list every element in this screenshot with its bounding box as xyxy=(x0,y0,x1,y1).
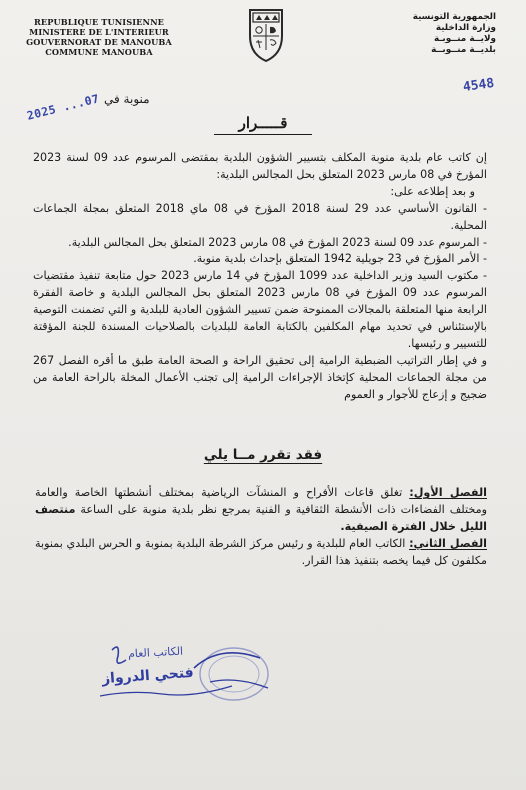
article-2-text: الكاتب العام للبلدية و رئيس مركز الشرطة البلدية بمنوبة و الحرس البلدي بمنوبة مكلفون كل فيما يخصه بتنفيذ هذا القرار. xyxy=(35,537,487,567)
signature-name: فتحي الدرواز xyxy=(101,664,195,688)
official-seal-icon xyxy=(190,638,276,708)
header-right-line: الجمهورية التونسية xyxy=(412,12,496,22)
decision-heading: فقد تقرر مــا يلي xyxy=(203,447,323,463)
article-1-bold-text: منتصف الليل خلال الفترة الصيفية. xyxy=(35,503,487,533)
preamble-paragraph: - القانون الأساسي عدد 29 لسنة 2018 المؤرخ في 08 ماي 2018 المتعلق بمجلة الجماعات المحلية. xyxy=(33,201,488,232)
signature-title: الكاتب العام xyxy=(127,644,184,661)
header-left-line: REPUBLIQUE TUNISIENNE xyxy=(33,17,165,27)
header-left-line: GOUVERNORAT DE MANOUBA xyxy=(26,37,172,47)
title-underline xyxy=(214,134,312,135)
preamble-paragraph: و بعد إطلاعه على: xyxy=(390,184,475,198)
preamble-paragraph: إن كاتب عام بلدية منوبة المكلف بتسيير الشؤون البلدية بمقتضى المرسوم عدد 09 لسنة 2023 المؤرخ في 08 مارس 2023 المتعلق بحل المجالس البلدية: xyxy=(33,151,488,181)
date-line xyxy=(25,88,206,123)
article-1 xyxy=(35,484,487,535)
reference-number-stamp: 4548 xyxy=(461,75,495,96)
document-title: قـــــرار xyxy=(238,114,288,132)
preamble-paragraph: - الأمر المؤرخ في 23 جويلية 1942 المتعلق بإحداث بلدية منوبة. xyxy=(193,252,487,266)
header-left-line: MINISTERE DE L'INTERIEUR xyxy=(29,27,169,37)
header-left-line: COMMUNE MANOUBA xyxy=(45,47,153,57)
article-1-text: تغلق قاعات الأفراح و المنشآت الرياضية بمختلف أنشطتها الخاصة والعامة ومختلف الفضاءات ذات الأنشطة الثقافية و الفنية بمرجع نظر بلدية منوبة على الساعة xyxy=(35,486,487,516)
header-right-line: ولايــة منــوبـة xyxy=(434,34,496,44)
header-right-line: بلديــة منــوبــة xyxy=(431,45,496,55)
preamble-paragraph: و في إطار التراتيب الضبطية الرامية إلى تحقيق الراحة و الصحة العامة طبق ما أقره الفصل 267 من مجلة الجماعات المحلية كإتخاذ الإجراءات الرامية إلى تجنب الأعمال المخلة بالراحة العامة من ضجيج و إزعاج للأجوار و العموم xyxy=(33,353,487,401)
article-2-heading: الفصل الثاني: xyxy=(409,537,487,550)
article-2 xyxy=(35,535,487,569)
header-right-line: وزارة الداخلية xyxy=(435,23,496,33)
article-1-heading: الفصل الأول: xyxy=(409,486,487,499)
preamble xyxy=(33,150,487,404)
header-right-block xyxy=(366,12,496,56)
header-left-block xyxy=(24,17,174,57)
tunisia-emblem-icon xyxy=(244,6,288,64)
articles xyxy=(35,484,487,569)
date-stamp: 2025 ...07 xyxy=(25,91,101,123)
preamble-paragraph: - مكتوب السيد وزير الداخلية عدد 1099 المؤرخ في 14 مارس 2023 حول متابعة تنفيذ مقتضيات المرسوم عدد 09 المؤرخ في 08 مارس 2023 المتعلق بحل المجالس البلدية و خاصة الفقرة الرابعة منها المتعلقة بالمجالات الممنوحة ضمن تسيير الشؤون العادية للبلدية و التي تضمنت التوصية بالإستئناس في تحديد مهام المكلفين بالكتابة العامة للبلديات بالصلاحيات المسندة للجنة المؤقتة للتسيير و رئيسها. xyxy=(33,269,487,350)
date-label: منوبة في xyxy=(104,92,150,106)
preamble-paragraph: - المرسوم عدد 09 لسنة 2023 المؤرخ في 08 مارس 2023 المتعلق بحل المجالس البلدية. xyxy=(68,235,487,249)
